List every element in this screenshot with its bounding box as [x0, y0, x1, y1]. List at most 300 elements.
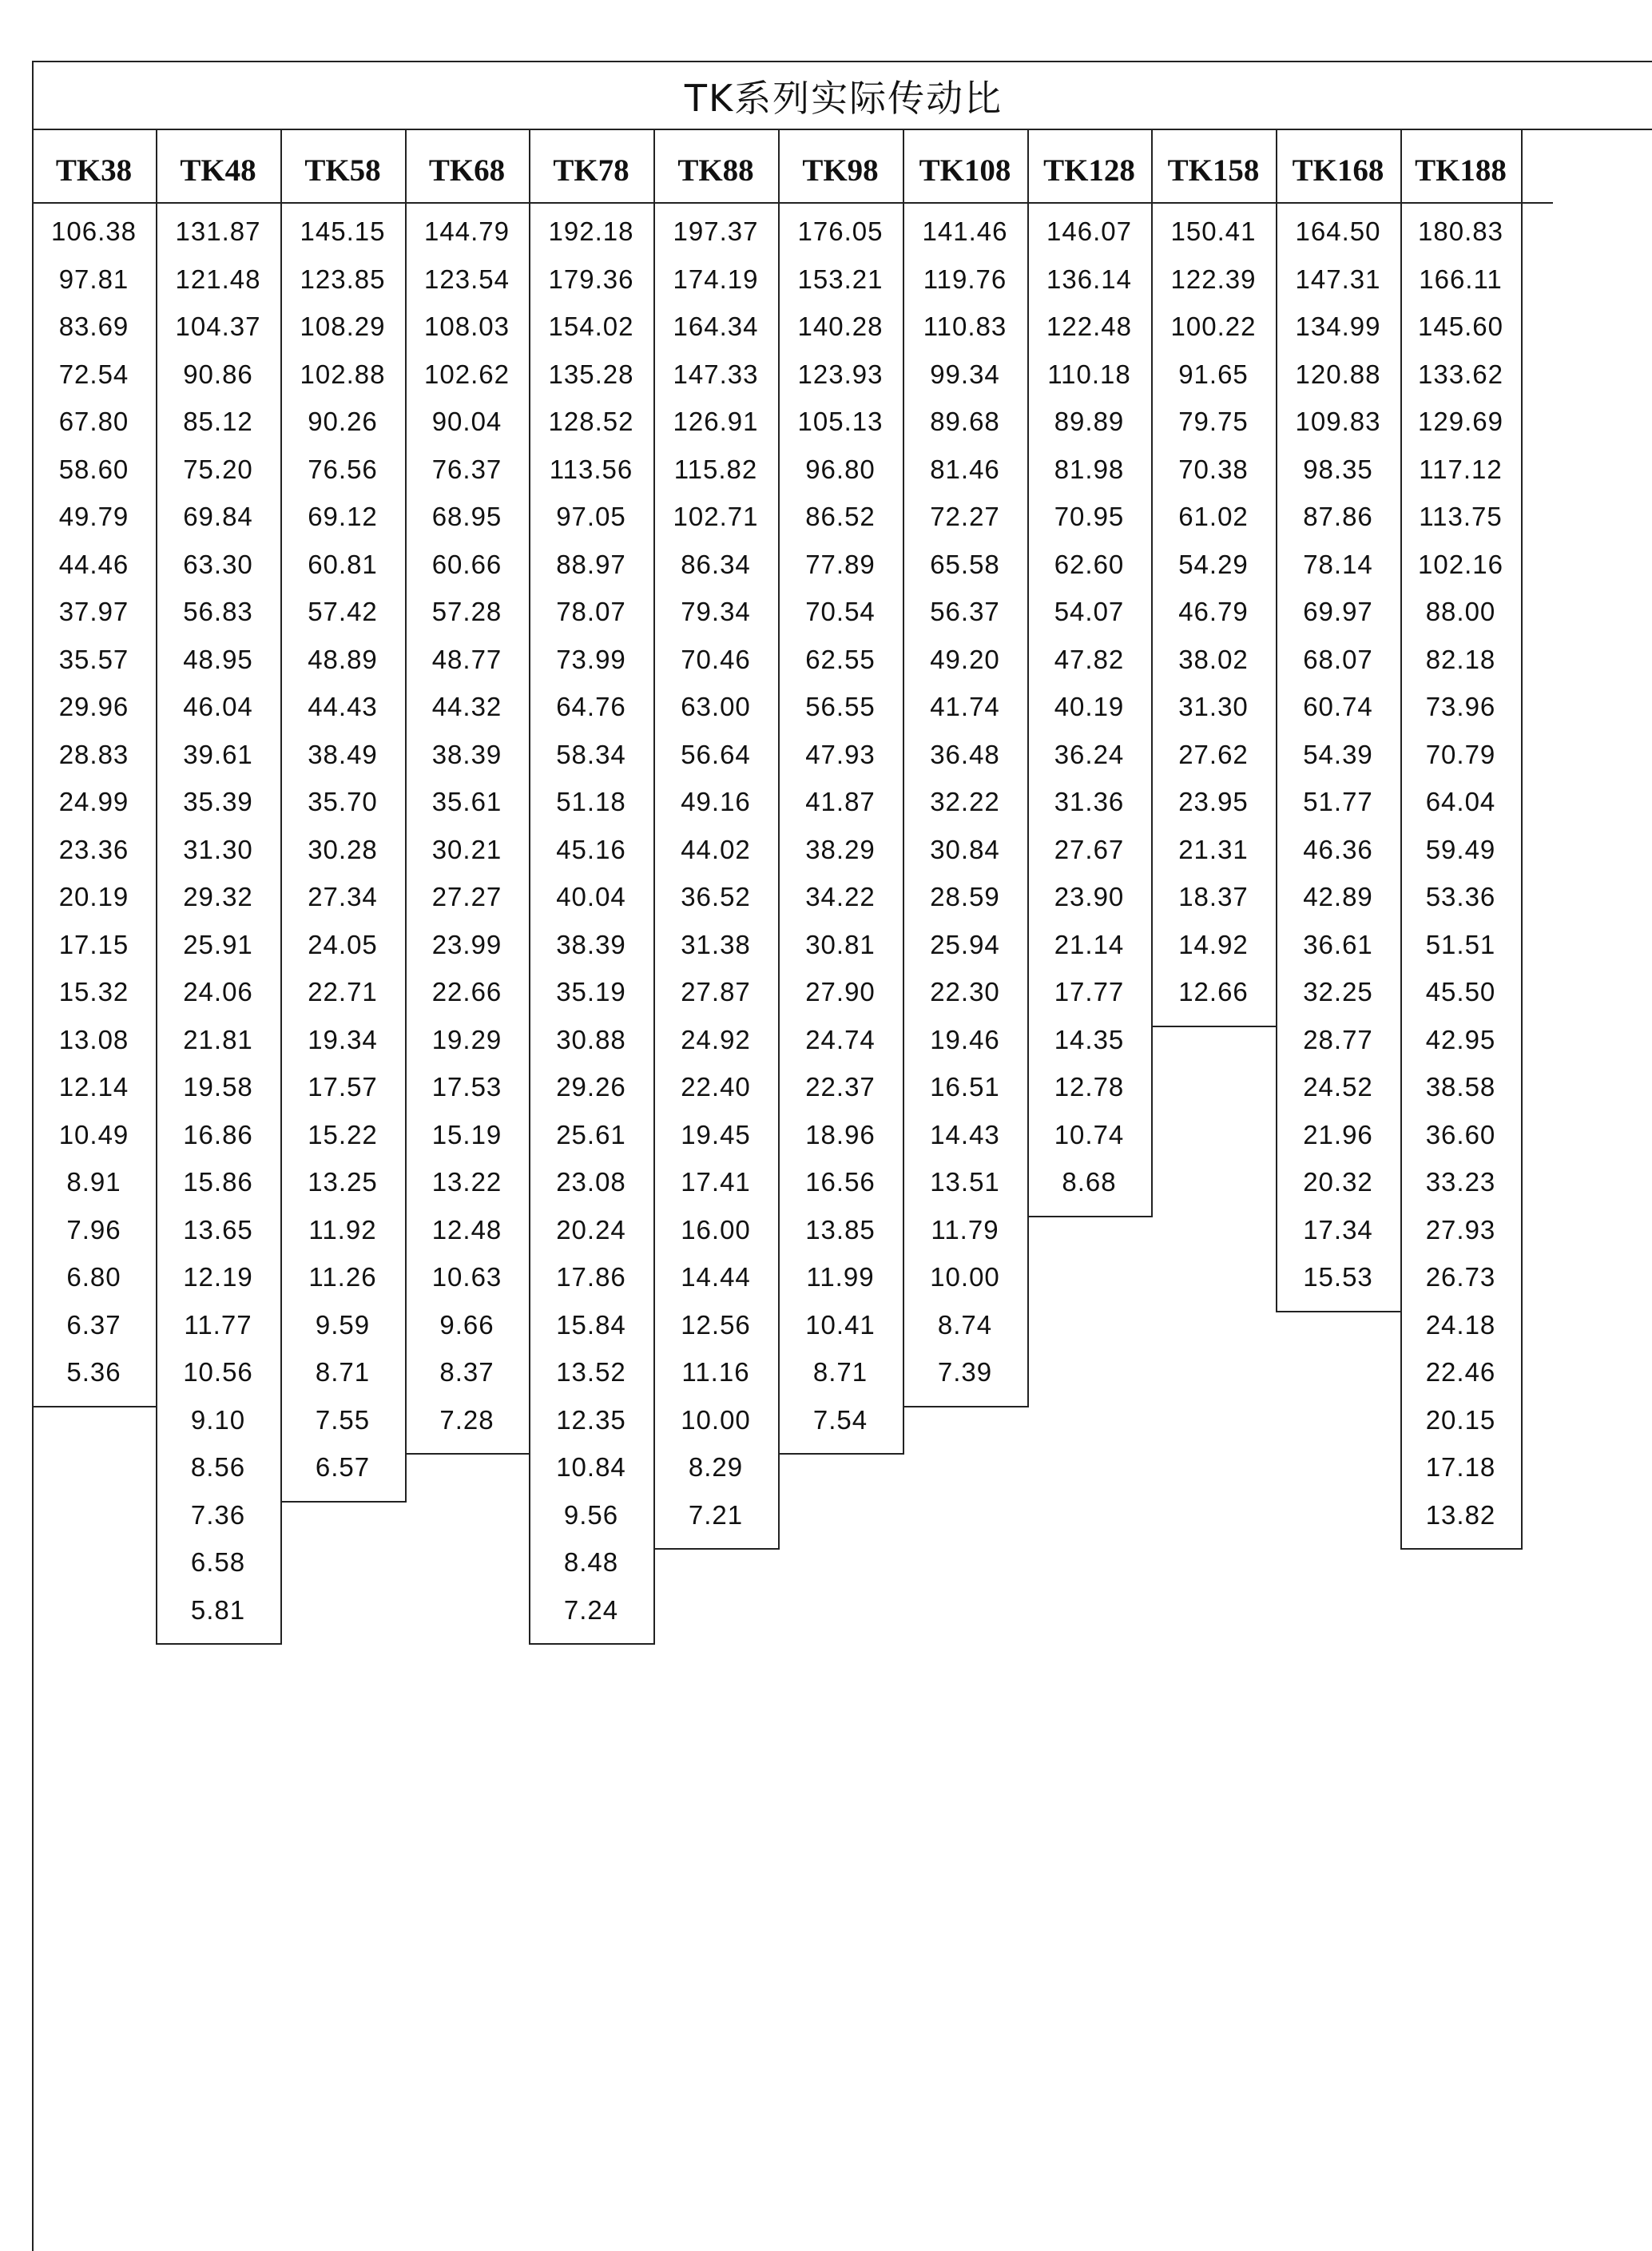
ratio-cell: 13.51 — [930, 1167, 1000, 1197]
ratio-cell: 16.51 — [930, 1072, 1000, 1102]
column-bottom-line — [653, 1548, 780, 1550]
ratio-cell: 60.74 — [1303, 692, 1373, 721]
column-separator — [778, 129, 780, 1550]
ratio-cell: 36.60 — [1425, 1120, 1496, 1149]
ratio-cell: 147.31 — [1295, 264, 1381, 294]
ratio-cell: 15.19 — [431, 1120, 502, 1149]
ratio-cell: 97.81 — [58, 264, 129, 294]
ratio-cell: 109.83 — [1295, 407, 1381, 436]
ratio-cell: 24.18 — [1425, 1310, 1496, 1340]
ratio-cell: 145.60 — [1418, 312, 1503, 341]
ratio-cell: 49.16 — [681, 787, 751, 816]
ratio-cell: 57.42 — [308, 597, 378, 626]
column-separator — [405, 129, 407, 1503]
column-tk88 — [653, 0, 778, 2251]
ratio-cell: 122.39 — [1170, 264, 1257, 294]
ratio-cell: 9.10 — [190, 1405, 246, 1435]
ratio-cell: 88.97 — [556, 550, 626, 579]
ratio-cell: 14.92 — [1178, 930, 1249, 959]
ratio-cell: 14.44 — [681, 1262, 751, 1292]
ratio-cell: 123.54 — [424, 264, 510, 294]
ratio-cell: 25.61 — [556, 1120, 626, 1149]
ratio-cell: 7.39 — [937, 1357, 993, 1387]
column-tk38 — [32, 0, 156, 2251]
ratio-cell: 10.00 — [930, 1262, 1000, 1292]
ratio-cell: 110.83 — [923, 312, 1007, 341]
column-tk108 — [903, 0, 1027, 2251]
ratio-cell: 10.74 — [1054, 1120, 1125, 1149]
ratio-cell: 23.08 — [556, 1167, 626, 1197]
ratio-cell: 62.55 — [805, 645, 876, 674]
column-bottom-line — [778, 1453, 904, 1455]
column-bottom-line — [1151, 1026, 1277, 1027]
ratio-cell: 48.77 — [431, 645, 502, 674]
ratio-cell: 39.61 — [183, 740, 253, 769]
ratio-cell: 100.22 — [1170, 312, 1257, 341]
ratio-cell: 30.28 — [308, 835, 378, 864]
ratio-cell: 113.75 — [1419, 502, 1503, 531]
ratio-cell: 41.74 — [930, 692, 1000, 721]
column-tk188 — [1400, 0, 1521, 2251]
ratio-cell: 32.22 — [930, 787, 1000, 816]
ratio-cell: 166.11 — [1419, 264, 1503, 294]
ratio-cell: 87.86 — [1303, 502, 1373, 531]
ratio-cell: 24.52 — [1303, 1072, 1373, 1102]
ratio-cell: 13.82 — [1425, 1500, 1496, 1530]
ratio-cell: 31.38 — [681, 930, 751, 959]
ratio-cell: 8.37 — [439, 1357, 494, 1387]
ratio-cell: 38.39 — [556, 930, 626, 959]
ratio-cell: 38.49 — [308, 740, 378, 769]
ratio-cell: 102.71 — [673, 502, 759, 531]
column-bottom-line — [529, 1643, 655, 1645]
ratio-cell: 48.89 — [308, 645, 378, 674]
ratio-cell: 22.40 — [681, 1072, 751, 1102]
column-tk158 — [1151, 0, 1276, 2251]
ratio-cell: 27.90 — [805, 977, 876, 1006]
ratio-cell: 20.19 — [58, 882, 129, 911]
ratio-cell: 17.77 — [1054, 977, 1125, 1006]
ratio-cell: 108.03 — [424, 312, 510, 341]
ratio-cell: 30.21 — [431, 835, 502, 864]
ratio-cell: 27.34 — [308, 882, 378, 911]
ratio-cell: 26.73 — [1425, 1262, 1496, 1292]
ratio-cell: 76.56 — [308, 455, 378, 484]
ratio-cell: 91.65 — [1178, 359, 1249, 389]
ratio-cell: 179.36 — [548, 264, 634, 294]
ratio-cell: 70.46 — [681, 645, 751, 674]
ratio-cell: 25.94 — [930, 930, 1000, 959]
ratio-cell: 9.66 — [439, 1310, 494, 1340]
ratio-cell: 32.25 — [1303, 977, 1373, 1006]
ratio-cell: 62.60 — [1054, 550, 1125, 579]
ratio-cell: 120.88 — [1295, 359, 1381, 389]
ratio-cell: 36.52 — [681, 882, 751, 911]
ratio-cell: 30.81 — [805, 930, 876, 959]
ratio-cell: 7.54 — [812, 1405, 868, 1435]
column-header: TK108 — [919, 153, 1011, 188]
ratio-cell: 21.81 — [183, 1025, 253, 1054]
ratio-cell: 72.27 — [930, 502, 1000, 531]
ratio-cell: 106.38 — [51, 216, 137, 246]
ratio-cell: 54.39 — [1303, 740, 1373, 769]
ratio-cell: 121.48 — [175, 264, 261, 294]
ratio-cell: 12.35 — [556, 1405, 626, 1435]
column-tk168 — [1276, 0, 1400, 2251]
column-header: TK168 — [1292, 153, 1384, 188]
ratio-cell: 17.34 — [1303, 1215, 1373, 1245]
ratio-cell: 147.33 — [673, 359, 759, 389]
ratio-cell: 27.93 — [1425, 1215, 1496, 1245]
ratio-cell: 24.05 — [308, 930, 378, 959]
ratio-cell: 38.02 — [1178, 645, 1249, 674]
ratio-cell: 24.92 — [681, 1025, 751, 1054]
ratio-cell: 15.86 — [183, 1167, 253, 1197]
ratio-cell: 41.87 — [805, 787, 876, 816]
ratio-cell: 35.57 — [58, 645, 129, 674]
ratio-cell: 141.46 — [922, 216, 1008, 246]
ratio-cell: 35.39 — [183, 787, 253, 816]
ratio-cell: 86.34 — [681, 550, 751, 579]
ratio-cell: 25.91 — [183, 930, 253, 959]
ratio-cell: 192.18 — [548, 216, 634, 246]
ratio-cell: 140.28 — [797, 312, 884, 341]
ratio-cell: 97.05 — [556, 502, 626, 531]
ratio-cell: 42.89 — [1303, 882, 1373, 911]
ratio-cell: 9.56 — [563, 1500, 619, 1530]
ratio-cell: 82.18 — [1425, 645, 1496, 674]
ratio-cell: 15.84 — [556, 1310, 626, 1340]
ratio-cell: 63.00 — [681, 692, 751, 721]
ratio-cell: 77.89 — [805, 550, 876, 579]
ratio-cell: 28.59 — [930, 882, 1000, 911]
ratio-cell: 51.51 — [1425, 930, 1496, 959]
ratio-cell: 18.96 — [805, 1120, 876, 1149]
ratio-cell: 15.22 — [308, 1120, 378, 1149]
ratio-cell: 69.84 — [183, 502, 253, 531]
ratio-cell: 70.79 — [1425, 740, 1496, 769]
column-separator — [1521, 129, 1523, 1550]
ratio-cell: 44.02 — [681, 835, 751, 864]
ratio-cell: 38.58 — [1425, 1072, 1496, 1102]
ratio-cell: 5.36 — [66, 1357, 121, 1387]
ratio-cell: 63.30 — [183, 550, 253, 579]
ratio-cell: 6.37 — [66, 1310, 121, 1340]
ratio-cell: 30.88 — [556, 1025, 626, 1054]
ratio-cell: 174.19 — [673, 264, 759, 294]
ratio-cell: 70.54 — [805, 597, 876, 626]
ratio-cell: 13.85 — [805, 1215, 876, 1245]
ratio-cell: 29.32 — [183, 882, 253, 911]
ratio-cell: 90.26 — [308, 407, 378, 436]
ratio-cell: 47.82 — [1054, 645, 1125, 674]
ratio-cell: 36.61 — [1303, 930, 1373, 959]
ratio-cell: 70.38 — [1178, 455, 1249, 484]
ratio-cell: 113.56 — [549, 455, 633, 484]
ratio-cell: 22.46 — [1425, 1357, 1496, 1387]
ratio-cell: 42.95 — [1425, 1025, 1496, 1054]
ratio-cell: 19.34 — [308, 1025, 378, 1054]
ratio-cell: 58.34 — [556, 740, 626, 769]
ratio-cell: 146.07 — [1046, 216, 1132, 246]
ratio-cell: 12.56 — [681, 1310, 751, 1340]
ratio-cell: 57.28 — [431, 597, 502, 626]
ratio-cell: 136.14 — [1046, 264, 1132, 294]
column-tk58 — [280, 0, 405, 2251]
ratio-cell: 9.59 — [315, 1310, 371, 1340]
ratio-cell: 83.69 — [58, 312, 129, 341]
column-separator — [1276, 129, 1277, 1312]
ratio-cell: 10.00 — [681, 1405, 751, 1435]
ratio-cell: 12.78 — [1054, 1072, 1125, 1102]
ratio-cell: 11.92 — [308, 1215, 377, 1245]
ratio-cell: 12.19 — [183, 1262, 253, 1292]
ratio-cell: 60.81 — [308, 550, 378, 579]
ratio-cell: 8.48 — [563, 1547, 619, 1577]
ratio-cell: 108.29 — [300, 312, 386, 341]
ratio-cell: 21.96 — [1303, 1120, 1373, 1149]
ratio-cell: 14.35 — [1054, 1025, 1125, 1054]
ratio-cell: 49.79 — [58, 502, 129, 531]
ratio-cell: 17.86 — [556, 1262, 626, 1292]
ratio-cell: 21.14 — [1054, 930, 1125, 959]
column-header: TK58 — [304, 153, 381, 188]
ratio-cell: 16.56 — [805, 1167, 876, 1197]
ratio-cell: 76.37 — [431, 455, 502, 484]
ratio-cell: 135.28 — [548, 359, 634, 389]
ratio-cell: 79.34 — [681, 597, 751, 626]
column-header: TK48 — [180, 153, 256, 188]
ratio-cell: 36.48 — [930, 740, 1000, 769]
ratio-cell: 33.23 — [1425, 1167, 1496, 1197]
ratio-cell: 73.96 — [1425, 692, 1496, 721]
column-separator — [1151, 129, 1153, 1217]
ratio-cell: 64.76 — [556, 692, 626, 721]
ratio-cell: 44.43 — [308, 692, 378, 721]
ratio-cell: 68.95 — [431, 502, 502, 531]
column-separator — [1027, 129, 1029, 1407]
ratio-cell: 60.66 — [431, 550, 502, 579]
ratio-cell: 54.29 — [1178, 550, 1249, 579]
ratio-cell: 154.02 — [548, 312, 634, 341]
ratio-cell: 117.12 — [1419, 455, 1503, 484]
ratio-cell: 13.25 — [308, 1167, 378, 1197]
ratio-cell: 17.41 — [681, 1167, 751, 1197]
column-bottom-line — [1027, 1216, 1153, 1217]
ratio-cell: 15.53 — [1303, 1262, 1373, 1292]
ratio-cell: 68.07 — [1303, 645, 1373, 674]
column-header: TK78 — [553, 153, 629, 188]
ratio-cell: 153.21 — [797, 264, 884, 294]
ratio-cell: 36.24 — [1054, 740, 1125, 769]
ratio-cell: 37.97 — [58, 597, 129, 626]
column-separator — [280, 129, 282, 1645]
column-header: TK38 — [55, 153, 133, 188]
ratio-cell: 31.36 — [1054, 787, 1125, 816]
ratio-cell: 27.62 — [1178, 740, 1249, 769]
ratio-cell: 54.07 — [1054, 597, 1125, 626]
ratio-cell: 144.79 — [424, 216, 510, 246]
ratio-cell: 8.68 — [1062, 1167, 1117, 1197]
ratio-cell: 7.24 — [563, 1595, 619, 1625]
ratio-cell: 10.49 — [58, 1120, 129, 1149]
ratio-cell: 31.30 — [183, 835, 253, 864]
ratio-cell: 56.83 — [183, 597, 253, 626]
ratio-cell: 89.68 — [930, 407, 1000, 436]
ratio-cell: 131.87 — [175, 216, 261, 246]
ratio-cell: 38.29 — [805, 835, 876, 864]
column-header: TK68 — [428, 153, 506, 188]
ratio-cell: 19.58 — [183, 1072, 253, 1102]
column-bottom-line — [1276, 1311, 1402, 1312]
ratio-cell: 53.36 — [1425, 882, 1496, 911]
column-bottom-line — [156, 1643, 282, 1645]
column-bottom-line — [405, 1453, 530, 1455]
ratio-cell: 12.48 — [431, 1215, 502, 1245]
column-tk128 — [1027, 0, 1151, 2251]
ratio-cell: 164.34 — [673, 312, 759, 341]
ratio-cell: 51.77 — [1303, 787, 1373, 816]
ratio-cell: 123.93 — [797, 359, 884, 389]
ratio-cell: 11.99 — [806, 1262, 875, 1292]
ratio-cell: 56.37 — [930, 597, 1000, 626]
ratio-cell: 164.50 — [1295, 216, 1381, 246]
ratio-cell: 21.31 — [1178, 835, 1249, 864]
ratio-cell: 27.87 — [681, 977, 751, 1006]
ratio-cell: 35.70 — [308, 787, 378, 816]
column-bottom-line — [280, 1501, 407, 1503]
ratio-cell: 17.57 — [308, 1072, 378, 1102]
ratio-cell: 104.37 — [175, 312, 261, 341]
ratio-cell: 29.26 — [556, 1072, 626, 1102]
ratio-cell: 12.66 — [1178, 977, 1249, 1006]
ratio-cell: 59.49 — [1425, 835, 1496, 864]
ratio-cell: 6.80 — [66, 1262, 121, 1292]
ratio-cell: 5.81 — [190, 1595, 246, 1625]
ratio-cell: 31.30 — [1178, 692, 1249, 721]
ratio-cell: 145.15 — [300, 216, 386, 246]
ratio-cell: 6.57 — [315, 1452, 371, 1482]
column-separator — [653, 129, 655, 1645]
ratio-cell: 105.13 — [797, 407, 884, 436]
ratio-cell: 119.76 — [923, 264, 1007, 294]
ratio-cell: 81.98 — [1054, 455, 1125, 484]
ratio-cell: 13.08 — [58, 1025, 129, 1054]
ratio-cell: 128.52 — [548, 407, 634, 436]
ratio-cell: 176.05 — [797, 216, 884, 246]
ratio-cell: 51.18 — [556, 787, 626, 816]
ratio-cell: 122.48 — [1046, 312, 1132, 341]
ratio-cell: 20.15 — [1425, 1405, 1496, 1435]
column-header: TK158 — [1167, 153, 1260, 188]
ratio-cell: 40.19 — [1054, 692, 1125, 721]
ratio-cell: 123.85 — [300, 264, 386, 294]
ratio-cell: 75.20 — [183, 455, 253, 484]
ratio-cell: 8.56 — [190, 1452, 246, 1482]
ratio-cell: 96.80 — [805, 455, 876, 484]
ratio-cell: 40.04 — [556, 882, 626, 911]
ratio-cell: 11.16 — [681, 1357, 750, 1387]
ratio-cell: 81.46 — [930, 455, 1000, 484]
ratio-cell: 20.32 — [1303, 1167, 1373, 1197]
ratio-cell: 10.41 — [805, 1310, 876, 1340]
ratio-cell: 129.69 — [1418, 407, 1503, 436]
ratio-cell: 27.27 — [431, 882, 502, 911]
ratio-cell: 48.95 — [183, 645, 253, 674]
ratio-cell: 16.86 — [183, 1120, 253, 1149]
ratio-cell: 24.74 — [805, 1025, 876, 1054]
ratio-cell: 8.71 — [315, 1357, 371, 1387]
ratio-cell: 90.04 — [431, 407, 502, 436]
ratio-cell: 22.37 — [805, 1072, 876, 1102]
ratio-cell: 110.18 — [1047, 359, 1131, 389]
column-bottom-line — [903, 1406, 1029, 1407]
ratio-cell: 16.00 — [681, 1215, 751, 1245]
ratio-cell: 56.55 — [805, 692, 876, 721]
ratio-cell: 46.79 — [1178, 597, 1249, 626]
ratio-cell: 70.95 — [1054, 502, 1125, 531]
ratio-cell: 46.36 — [1303, 835, 1373, 864]
ratio-cell: 88.00 — [1425, 597, 1496, 626]
ratio-cell: 17.18 — [1425, 1452, 1496, 1482]
ratio-cell: 150.41 — [1170, 216, 1257, 246]
ratio-cell: 46.04 — [183, 692, 253, 721]
ratio-cell: 20.24 — [556, 1215, 626, 1245]
ratio-cell: 35.19 — [556, 977, 626, 1006]
ratio-cell: 90.86 — [183, 359, 253, 389]
column-separator — [529, 129, 530, 1645]
ratio-cell: 17.53 — [431, 1072, 502, 1102]
column-separator — [1400, 129, 1402, 1550]
ratio-cell: 27.67 — [1054, 835, 1125, 864]
ratio-cell: 19.29 — [431, 1025, 502, 1054]
ratio-cell: 14.43 — [930, 1120, 1000, 1149]
ratio-cell: 13.65 — [183, 1215, 253, 1245]
ratio-cell: 18.37 — [1178, 882, 1249, 911]
column-tk68 — [405, 0, 529, 2251]
ratio-cell: 23.95 — [1178, 787, 1249, 816]
ratio-cell: 28.83 — [58, 740, 129, 769]
ratio-cell: 24.99 — [58, 787, 129, 816]
ratio-cell: 99.34 — [930, 359, 1000, 389]
ratio-cell: 65.58 — [930, 550, 1000, 579]
ratio-cell: 13.22 — [431, 1167, 502, 1197]
ratio-cell: 47.93 — [805, 740, 876, 769]
ratio-cell: 23.99 — [431, 930, 502, 959]
ratio-cell: 133.62 — [1418, 359, 1503, 389]
column-header: TK98 — [802, 153, 879, 188]
column-tk48 — [156, 0, 280, 2251]
ratio-cell: 102.62 — [424, 359, 510, 389]
column-separator — [903, 129, 904, 1455]
ratio-cell: 11.26 — [308, 1262, 377, 1292]
ratio-cell: 69.97 — [1303, 597, 1373, 626]
ratio-cell: 45.50 — [1425, 977, 1496, 1006]
column-header: TK128 — [1043, 153, 1135, 188]
ratio-cell: 24.06 — [183, 977, 253, 1006]
ratio-cell: 6.58 — [190, 1547, 246, 1577]
ratio-cell: 17.15 — [58, 930, 129, 959]
ratio-cell: 28.77 — [1303, 1025, 1373, 1054]
column-tk98 — [778, 0, 903, 2251]
column-separator — [156, 129, 157, 1645]
ratio-cell: 7.21 — [688, 1500, 744, 1530]
ratio-cell: 7.36 — [190, 1500, 246, 1530]
ratio-cell: 30.84 — [930, 835, 1000, 864]
ratio-cell: 58.60 — [58, 455, 129, 484]
ratio-cell: 69.12 — [308, 502, 378, 531]
ratio-cell: 56.64 — [681, 740, 751, 769]
